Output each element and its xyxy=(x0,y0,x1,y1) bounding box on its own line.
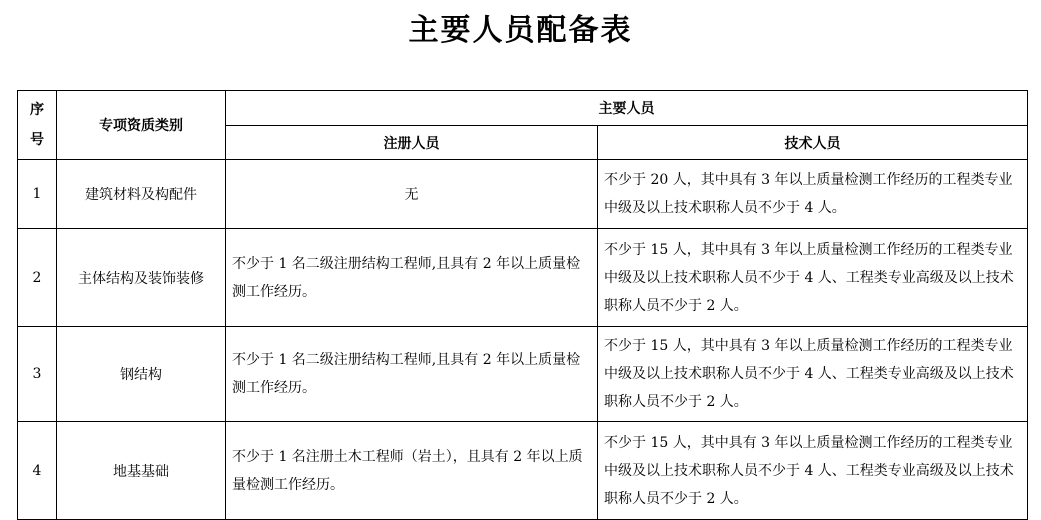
row-technical: 不少于 15 人，其中具有 3 年以上质量检测工作经历的工程类专业中级及以上技术职称人员不少于 4 人、工程类专业高级及以上技术职称人员不少于 2 人。 xyxy=(598,327,1028,422)
row-technical: 不少于 15 人，其中具有 3 年以上质量检测工作经历的工程类专业中级及以上技术职称人员不少于 4 人、工程类专业高级及以上技术职称人员不少于 2 人。 xyxy=(598,422,1028,520)
row-registered: 不少于 1 名注册土木工程师（岩土），且具有 2 年以上质量检测工作经历。 xyxy=(226,422,598,520)
row-category: 钢结构 xyxy=(57,327,226,422)
header-technical: 技术人员 xyxy=(598,126,1028,160)
row-category: 建筑材料及构配件 xyxy=(57,160,226,229)
row-category: 地基基础 xyxy=(57,422,226,520)
table-row xyxy=(18,160,1028,229)
row-registered: 不少于 1 名二级注册结构工程师,且具有 2 年以上质量检测工作经历。 xyxy=(226,229,598,327)
staff-table xyxy=(17,90,1028,520)
table-row xyxy=(18,229,1028,327)
row-registered: 无 xyxy=(226,160,598,229)
row-index: 1 xyxy=(18,160,57,229)
header-main-staff: 主要人员 xyxy=(226,91,1028,126)
header-category: 专项资质类别 xyxy=(57,91,226,160)
row-index: 2 xyxy=(18,229,57,327)
row-index: 4 xyxy=(18,422,57,520)
header-registered: 注册人员 xyxy=(226,126,598,160)
table-row xyxy=(18,327,1028,422)
table-row xyxy=(18,422,1028,520)
row-category: 主体结构及装饰装修 xyxy=(57,229,226,327)
header-index-line-1: 序 xyxy=(30,102,44,118)
header-index xyxy=(18,91,57,160)
row-technical: 不少于 20 人，其中具有 3 年以上质量检测工作经历的工程类专业中级及以上技术职称人员不少于 4 人。 xyxy=(598,160,1028,229)
header-index-line-2: 号 xyxy=(30,132,44,148)
row-index: 3 xyxy=(18,327,57,422)
row-registered: 不少于 1 名二级注册结构工程师,且具有 2 年以上质量检测工作经历。 xyxy=(226,327,598,422)
row-technical: 不少于 15 人，其中具有 3 年以上质量检测工作经历的工程类专业中级及以上技术职称人员不少于 4 人、工程类专业高级及以上技术职称人员不少于 2 人。 xyxy=(598,229,1028,327)
document-title: 主要人员配备表 xyxy=(408,13,633,48)
